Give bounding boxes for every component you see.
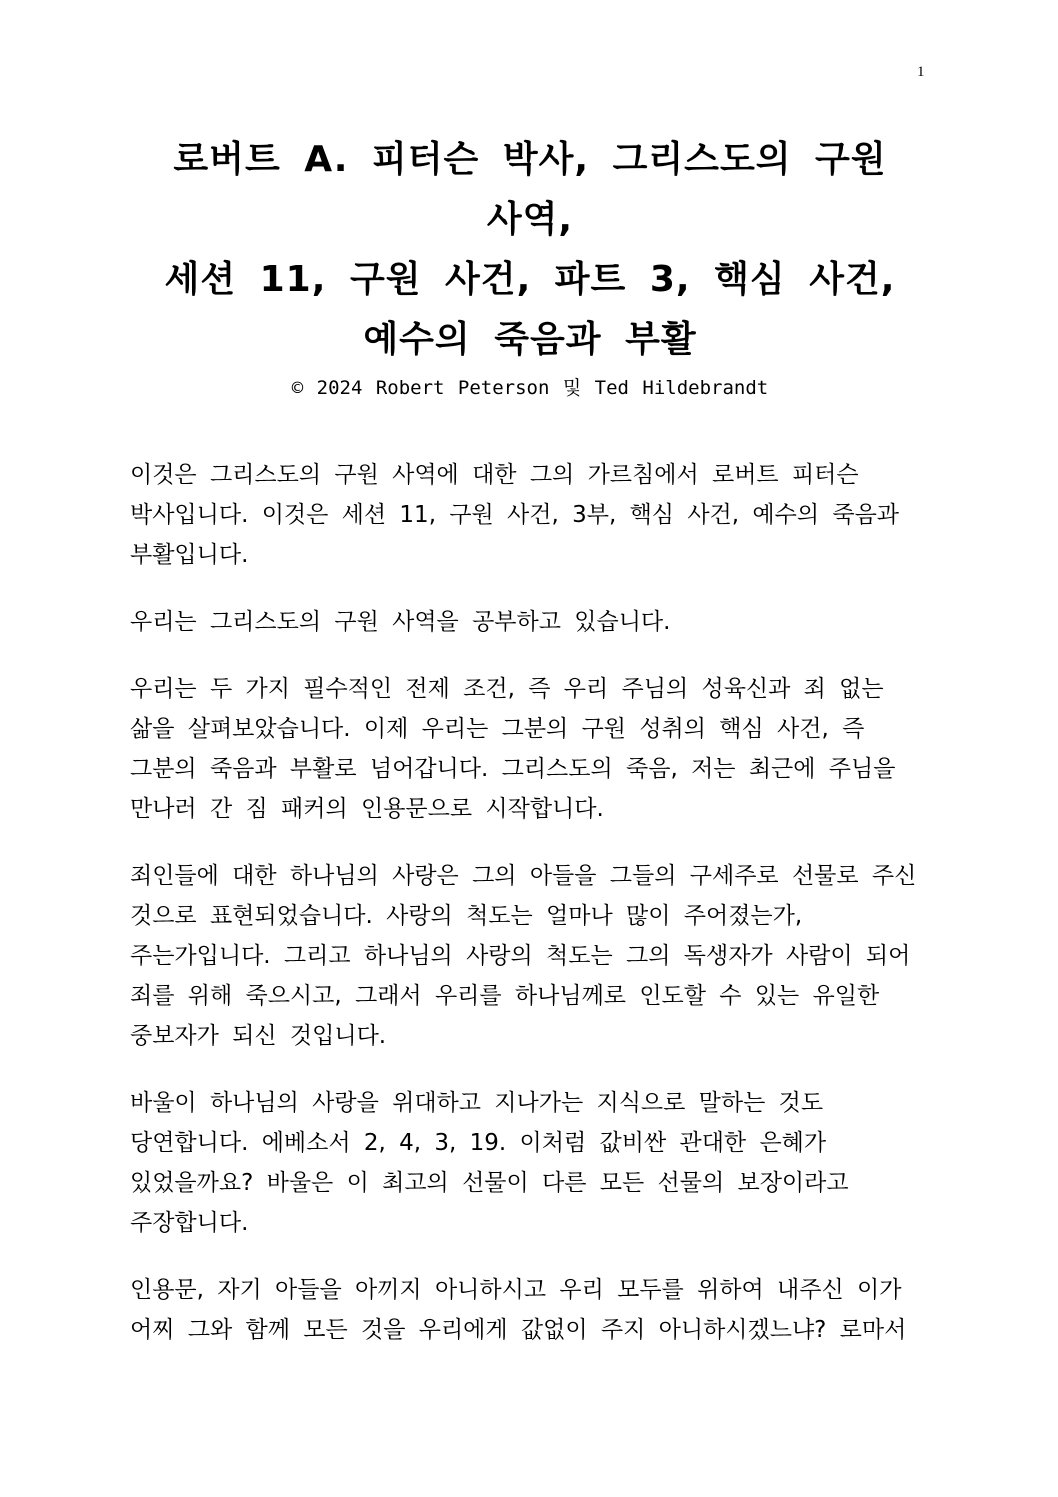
text-line: 박사입니다. 이것은 세션 11, 구원 사건, 3부, 핵심 사건, 예수의 죽음과 [130,502,900,528]
text-line: 어찌 그와 함께 모든 것을 우리에게 값없이 주지 아니하시겠느냐? 로마서 [130,1317,907,1343]
text-line: 부활입니다. [130,542,249,568]
paragraph [130,1270,930,1350]
paragraph [130,856,930,1056]
text-line: 이것은 그리스도의 구원 사역에 대한 그의 가르침에서 로버트 피터슨 [130,462,859,488]
body-text [130,455,930,1377]
text-line: 바울이 하나님의 사랑을 위대하고 지나가는 지식으로 말하는 것도 [130,1090,824,1116]
paragraph [130,669,930,829]
text-line: 중보자가 되신 것입니다. [130,1023,387,1049]
text-line: 주는가입니다. 그리고 하나님의 사랑의 척도는 그의 독생자가 사람이 되어 [130,943,911,969]
paragraph [130,1083,930,1243]
title-line: 사역, [486,199,574,240]
text-line: 그분의 죽음과 부활로 넘어갑니다. 그리스도의 죽음, 저는 최근에 주님을 [130,756,896,782]
text-line: 죄인들에 대한 하나님의 사랑은 그의 아들을 그들의 구세주로 선물로 주신 [130,863,917,889]
text-line: 인용문, 자기 아들을 아끼지 아니하시고 우리 모두를 위하여 내주신 이가 [130,1277,902,1303]
text-line: 있었을까요? 바울은 이 최고의 선물이 다른 모든 선물의 보장이라고 [130,1170,849,1196]
text-line: 우리는 그리스도의 구원 사역을 공부하고 있습니다. [130,609,671,635]
text-line: 우리는 두 가지 필수적인 전제 조건, 즉 우리 주님의 성육신과 죄 없는 [130,676,884,702]
title-line: 예수의 죽음과 부활 [363,319,697,360]
copyright-notice: © 2024 Robert Peterson 및 Ted Hildebrandt [291,377,769,399]
paragraph [130,602,930,642]
text-line: 당연합니다. 에베소서 2, 4, 3, 19. 이처럼 값비싼 관대한 은혜가 [130,1130,827,1156]
text-line: 죄를 위해 죽으시고, 그래서 우리를 하나님께로 인도할 수 있는 유일한 [130,983,880,1009]
paragraph [130,455,930,575]
text-line: 삶을 살펴보았습니다. 이제 우리는 그분의 구원 성취의 핵심 사건, 즉 [130,716,865,742]
text-line: 것으로 표현되었습니다. 사랑의 척도는 얼마나 많이 주어졌는가, [130,903,803,929]
title-line: 세션 11, 구원 사건, 파트 3, 핵심 사건, [164,259,896,300]
title-line: 로버트 A. 피터슨 박사, 그리스도의 구원 [173,139,887,180]
page-number: 1 [917,64,925,80]
text-line: 만나러 간 짐 패커의 인용문으로 시작합니다. [130,796,604,822]
document-title [130,130,930,402]
text-line: 주장합니다. [130,1210,249,1236]
